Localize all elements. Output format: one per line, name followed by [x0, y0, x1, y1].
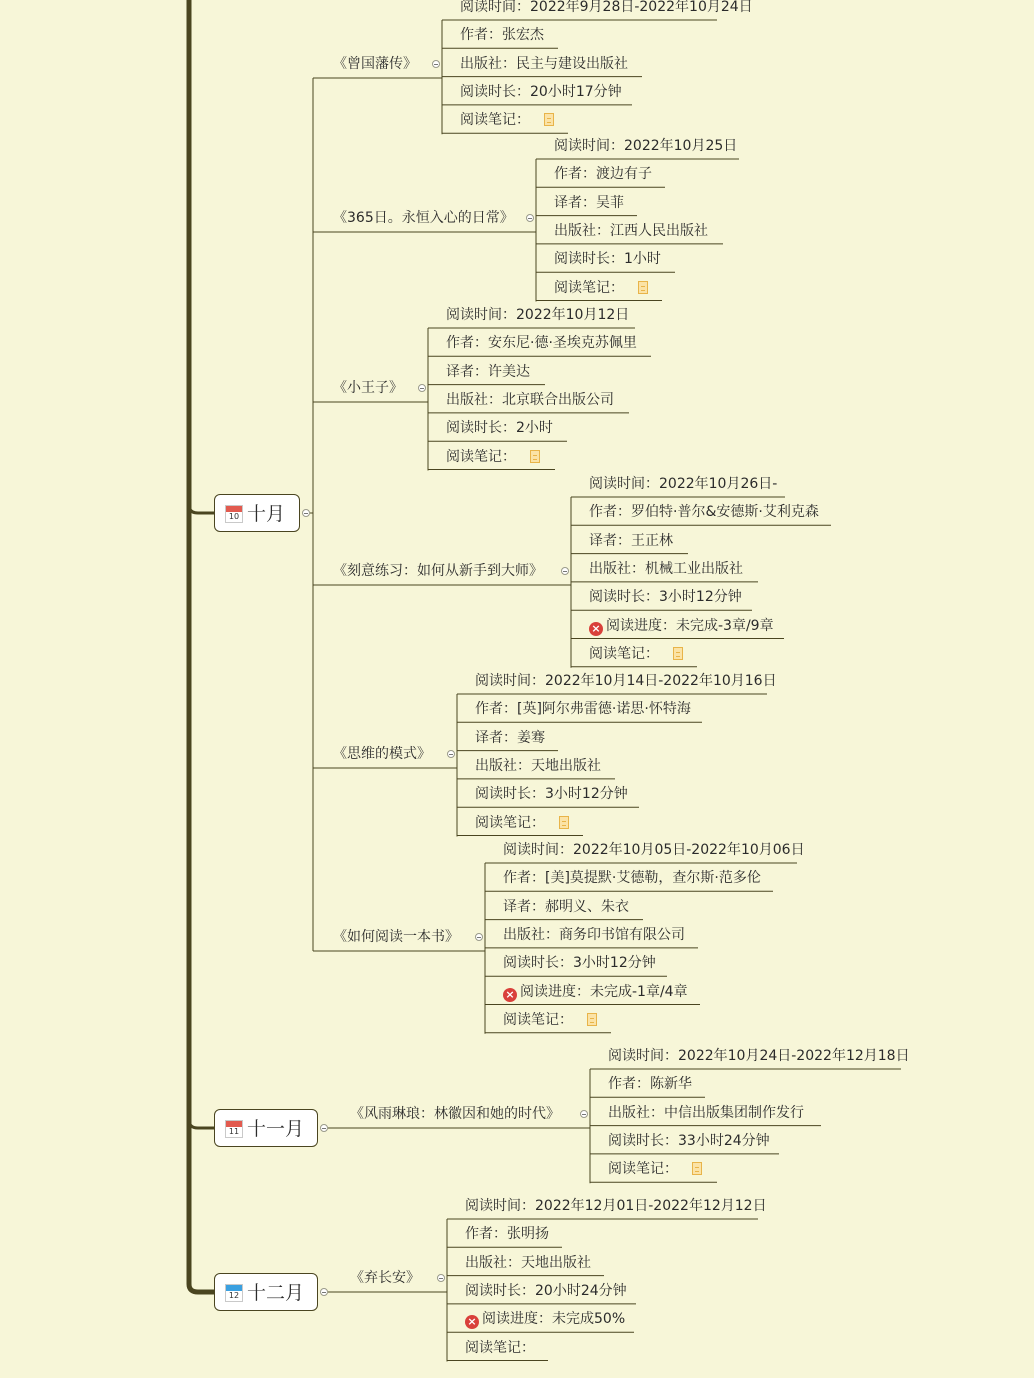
book-title[interactable]: 《弃长安》: [350, 1270, 420, 1286]
detail-value: 2022年10月25日: [624, 138, 738, 154]
book-detail-progress: [503, 982, 688, 1002]
month-label: 十一月: [247, 1118, 305, 1140]
detail-label: 阅读时长：: [589, 589, 659, 606]
book-detail-text: [465, 1281, 627, 1301]
book-detail-text: [460, 82, 622, 102]
book-detail-text: [503, 897, 629, 917]
book-detail-text: [460, 54, 628, 74]
collapse-toggle-icon[interactable]: [437, 1274, 445, 1282]
detail-value: 2022年10月14日-2022年10月16日: [545, 673, 777, 689]
detail-label: 作者：: [475, 701, 517, 718]
book-detail-note: [460, 110, 554, 130]
detail-label: 出版社：: [446, 391, 502, 408]
book-detail-text: [460, 25, 544, 45]
detail-label: 译者：: [475, 729, 517, 746]
detail-label: 阅读时长：: [475, 786, 545, 803]
detail-label: 阅读时间：: [503, 842, 573, 858]
detail-label: 阅读时长：: [460, 83, 530, 100]
book-detail-text: [446, 418, 553, 438]
book-title[interactable]: 《刻意练习：如何从新手到大师》: [333, 563, 543, 579]
book-detail-text: [465, 1196, 767, 1216]
detail-value: 2022年10月12日: [516, 307, 630, 323]
detail-value: 2022年10月26日-: [659, 476, 778, 492]
book-detail-text: [554, 136, 737, 156]
detail-value: 天地出版社: [521, 1254, 591, 1271]
detail-value: 民主与建设出版社: [516, 55, 628, 72]
book-detail-note: [475, 813, 569, 833]
book-detail-text: [446, 390, 614, 410]
detail-label: 译者：: [446, 363, 488, 380]
detail-label: 阅读时间：: [554, 138, 624, 154]
collapse-toggle-icon[interactable]: [418, 384, 426, 392]
detail-label: 阅读笔记：: [608, 1161, 678, 1178]
detail-label: 作者：: [554, 166, 596, 183]
detail-label: 阅读笔记：: [460, 112, 530, 129]
detail-label: 阅读笔记：: [475, 814, 545, 831]
detail-label: 出版社：: [475, 757, 531, 774]
book-detail-text: [465, 1253, 591, 1273]
detail-value: 机械工业出版社: [645, 560, 743, 577]
detail-value: 未完成-1章/4章: [590, 983, 688, 1000]
book-detail-text: [460, 0, 753, 17]
book-detail-note: [446, 447, 540, 467]
detail-value: [英]阿尔弗雷德·诺思·怀特海: [517, 701, 691, 718]
book-title[interactable]: 《风雨琳琅：林徽因和她的时代》: [350, 1106, 560, 1122]
book-detail-text: [608, 1131, 770, 1151]
detail-label: 出版社：: [503, 926, 559, 943]
book-detail-text: [608, 1046, 910, 1066]
detail-label: 阅读时间：: [589, 476, 659, 492]
detail-label: 作者：: [465, 1226, 507, 1243]
book-title[interactable]: 《小王子》: [333, 380, 403, 396]
book-detail-text: [475, 756, 601, 776]
month-node-2[interactable]: [214, 1109, 318, 1147]
detail-label: 阅读时长：: [465, 1282, 535, 1299]
book-detail-text: [503, 925, 685, 945]
book-detail-progress: [465, 1309, 625, 1329]
collapse-toggle-icon[interactable]: [580, 1110, 588, 1118]
detail-label: 出版社：: [554, 222, 610, 239]
book-detail-text: [465, 1224, 549, 1244]
book-detail-text: [446, 305, 629, 325]
detail-label: 阅读进度：: [606, 617, 676, 634]
month-node-3[interactable]: [214, 1273, 318, 1311]
note-doc-icon[interactable]: [673, 647, 683, 660]
collapse-toggle-icon[interactable]: [475, 933, 483, 941]
detail-value: 1小时: [624, 251, 661, 268]
detail-label: 作者：: [446, 335, 488, 352]
book-detail-note: [503, 1010, 597, 1030]
detail-label: 作者：: [460, 27, 502, 44]
detail-value: 北京联合出版公司: [502, 391, 614, 408]
book-detail-text: [475, 728, 545, 748]
detail-label: 阅读笔记：: [554, 279, 624, 296]
book-detail-text: [475, 699, 691, 719]
detail-label: 译者：: [554, 194, 596, 211]
book-detail-note: [608, 1159, 702, 1179]
detail-value: 姜骞: [517, 729, 545, 746]
detail-value: 商务印书馆有限公司: [559, 926, 685, 943]
collapse-toggle-icon[interactable]: [302, 509, 310, 517]
collapse-toggle-icon[interactable]: [561, 567, 569, 575]
calendar-icon: [225, 1284, 243, 1302]
detail-label: 阅读时长：: [554, 251, 624, 268]
book-detail-text: [465, 1338, 535, 1358]
book-detail-text: [589, 559, 743, 579]
book-detail-text: [554, 249, 661, 269]
error-x-icon: ×: [503, 988, 517, 1002]
detail-value: 王正林: [631, 532, 673, 549]
book-detail-text: [554, 164, 652, 184]
calendar-icon: [225, 505, 243, 523]
detail-label: 阅读笔记：: [589, 645, 659, 662]
detail-label: 阅读进度：: [482, 1311, 552, 1328]
detail-label: 出版社：: [460, 55, 516, 72]
detail-value: 陈新华: [650, 1076, 692, 1093]
note-doc-icon[interactable]: [587, 1013, 597, 1026]
detail-value: 3小时12分钟: [573, 955, 656, 972]
detail-value: 吴菲: [596, 194, 624, 211]
book-detail-text: [503, 868, 761, 888]
detail-label: 阅读笔记：: [503, 1011, 573, 1028]
calendar-day: 12: [228, 1291, 240, 1300]
detail-label: 阅读时间：: [608, 1048, 678, 1064]
trunk-branch-oct: [189, 505, 214, 513]
detail-value: 张明扬: [507, 1226, 549, 1243]
month-label: 十月: [247, 503, 286, 525]
collapse-toggle-icon[interactable]: [320, 1124, 328, 1132]
detail-value: 天地出版社: [531, 757, 601, 774]
detail-label: 作者：: [608, 1076, 650, 1093]
calendar-day: 10: [228, 512, 240, 521]
note-doc-icon[interactable]: [544, 113, 554, 126]
detail-value: 2小时: [516, 420, 553, 437]
detail-label: 出版社：: [589, 560, 645, 577]
main-trunk-line: [189, 0, 214, 1292]
collapse-toggle-icon[interactable]: [432, 60, 440, 68]
month-label: 十二月: [247, 1282, 305, 1304]
detail-label: 阅读时间：: [465, 1198, 535, 1214]
book-detail-text: [446, 333, 637, 353]
detail-value: 未完成50%: [552, 1311, 626, 1328]
detail-label: 阅读时长：: [503, 955, 573, 972]
detail-label: 出版社：: [608, 1104, 664, 1121]
detail-label: 阅读进度：: [520, 983, 590, 1000]
detail-value: 未完成-3章/9章: [676, 617, 774, 634]
book-detail-text: [608, 1074, 692, 1094]
detail-value: 江西人民出版社: [610, 222, 708, 239]
book-detail-note: [589, 644, 683, 664]
book-detail-text: [475, 671, 777, 691]
detail-value: 2022年12月01日-2022年12月12日: [535, 1198, 767, 1214]
detail-label: 阅读时间：: [446, 307, 516, 323]
detail-value: 渡边有子: [596, 166, 652, 183]
book-detail-note: [554, 278, 648, 298]
detail-value: 许美达: [488, 363, 530, 380]
detail-value: 20小时17分钟: [530, 83, 622, 100]
detail-label: 作者：: [503, 870, 545, 887]
detail-value: [美]莫提默·艾德勒，查尔斯·范多伦: [545, 870, 761, 887]
trunk-branch-nov: [189, 1120, 214, 1128]
note-doc-icon[interactable]: [530, 450, 540, 463]
detail-label: 阅读笔记：: [465, 1339, 535, 1356]
note-doc-icon[interactable]: [638, 281, 648, 294]
collapse-toggle-icon[interactable]: [447, 750, 455, 758]
collapse-toggle-icon[interactable]: [526, 214, 534, 222]
book-detail-text: [503, 953, 656, 973]
error-x-icon: ×: [465, 1315, 479, 1329]
detail-label: 译者：: [589, 532, 631, 549]
book-title[interactable]: 《曾国藩传》: [333, 56, 417, 72]
error-x-icon: ×: [589, 622, 603, 636]
book-detail-text: [554, 221, 708, 241]
month-node-1[interactable]: [214, 494, 300, 532]
book-title[interactable]: 《365日。永恒入心的日常》: [333, 210, 514, 226]
book-detail-text: [589, 502, 819, 522]
book-detail-text: [446, 362, 530, 382]
detail-value: 2022年10月05日-2022年10月06日: [573, 842, 805, 858]
book-detail-progress: [589, 616, 774, 636]
detail-value: 2022年9月28日-2022年10月24日: [530, 0, 753, 15]
detail-value: 3小时12分钟: [659, 589, 742, 606]
book-detail-text: [503, 840, 805, 860]
detail-value: 安东尼·德·圣埃克苏佩里: [488, 335, 637, 352]
detail-value: 罗伯特·普尔&安德斯·艾利克森: [631, 504, 819, 521]
detail-value: 20小时24分钟: [535, 1282, 627, 1299]
detail-value: 33小时24分钟: [678, 1132, 770, 1149]
book-detail-text: [589, 531, 673, 551]
book-detail-text: [589, 587, 742, 607]
detail-label: 阅读时长：: [446, 420, 516, 437]
collapse-toggle-icon[interactable]: [320, 1288, 328, 1296]
detail-value: 中信出版集团制作发行: [664, 1104, 804, 1121]
book-detail-text: [554, 193, 624, 213]
detail-label: 阅读时间：: [475, 673, 545, 689]
detail-label: 译者：: [503, 898, 545, 915]
detail-label: 阅读时间：: [460, 0, 530, 15]
book-detail-text: [589, 474, 777, 494]
calendar-icon: [225, 1120, 243, 1138]
detail-value: 张宏杰: [502, 27, 544, 44]
detail-value: 郝明义、朱衣: [545, 898, 629, 915]
detail-value: 2022年10月24日-2022年12月18日: [678, 1048, 910, 1064]
detail-label: 阅读时长：: [608, 1132, 678, 1149]
detail-label: 阅读笔记：: [446, 448, 516, 465]
detail-label: 出版社：: [465, 1254, 521, 1271]
detail-value: 3小时12分钟: [545, 786, 628, 803]
book-title[interactable]: 《思维的模式》: [333, 746, 431, 762]
note-doc-icon[interactable]: [692, 1162, 702, 1175]
book-title[interactable]: 《如何阅读一本书》: [333, 929, 459, 945]
detail-label: 作者：: [589, 504, 631, 521]
note-doc-icon[interactable]: [559, 816, 569, 829]
book-detail-text: [475, 784, 628, 804]
calendar-day: 11: [228, 1127, 240, 1136]
book-detail-text: [608, 1103, 804, 1123]
